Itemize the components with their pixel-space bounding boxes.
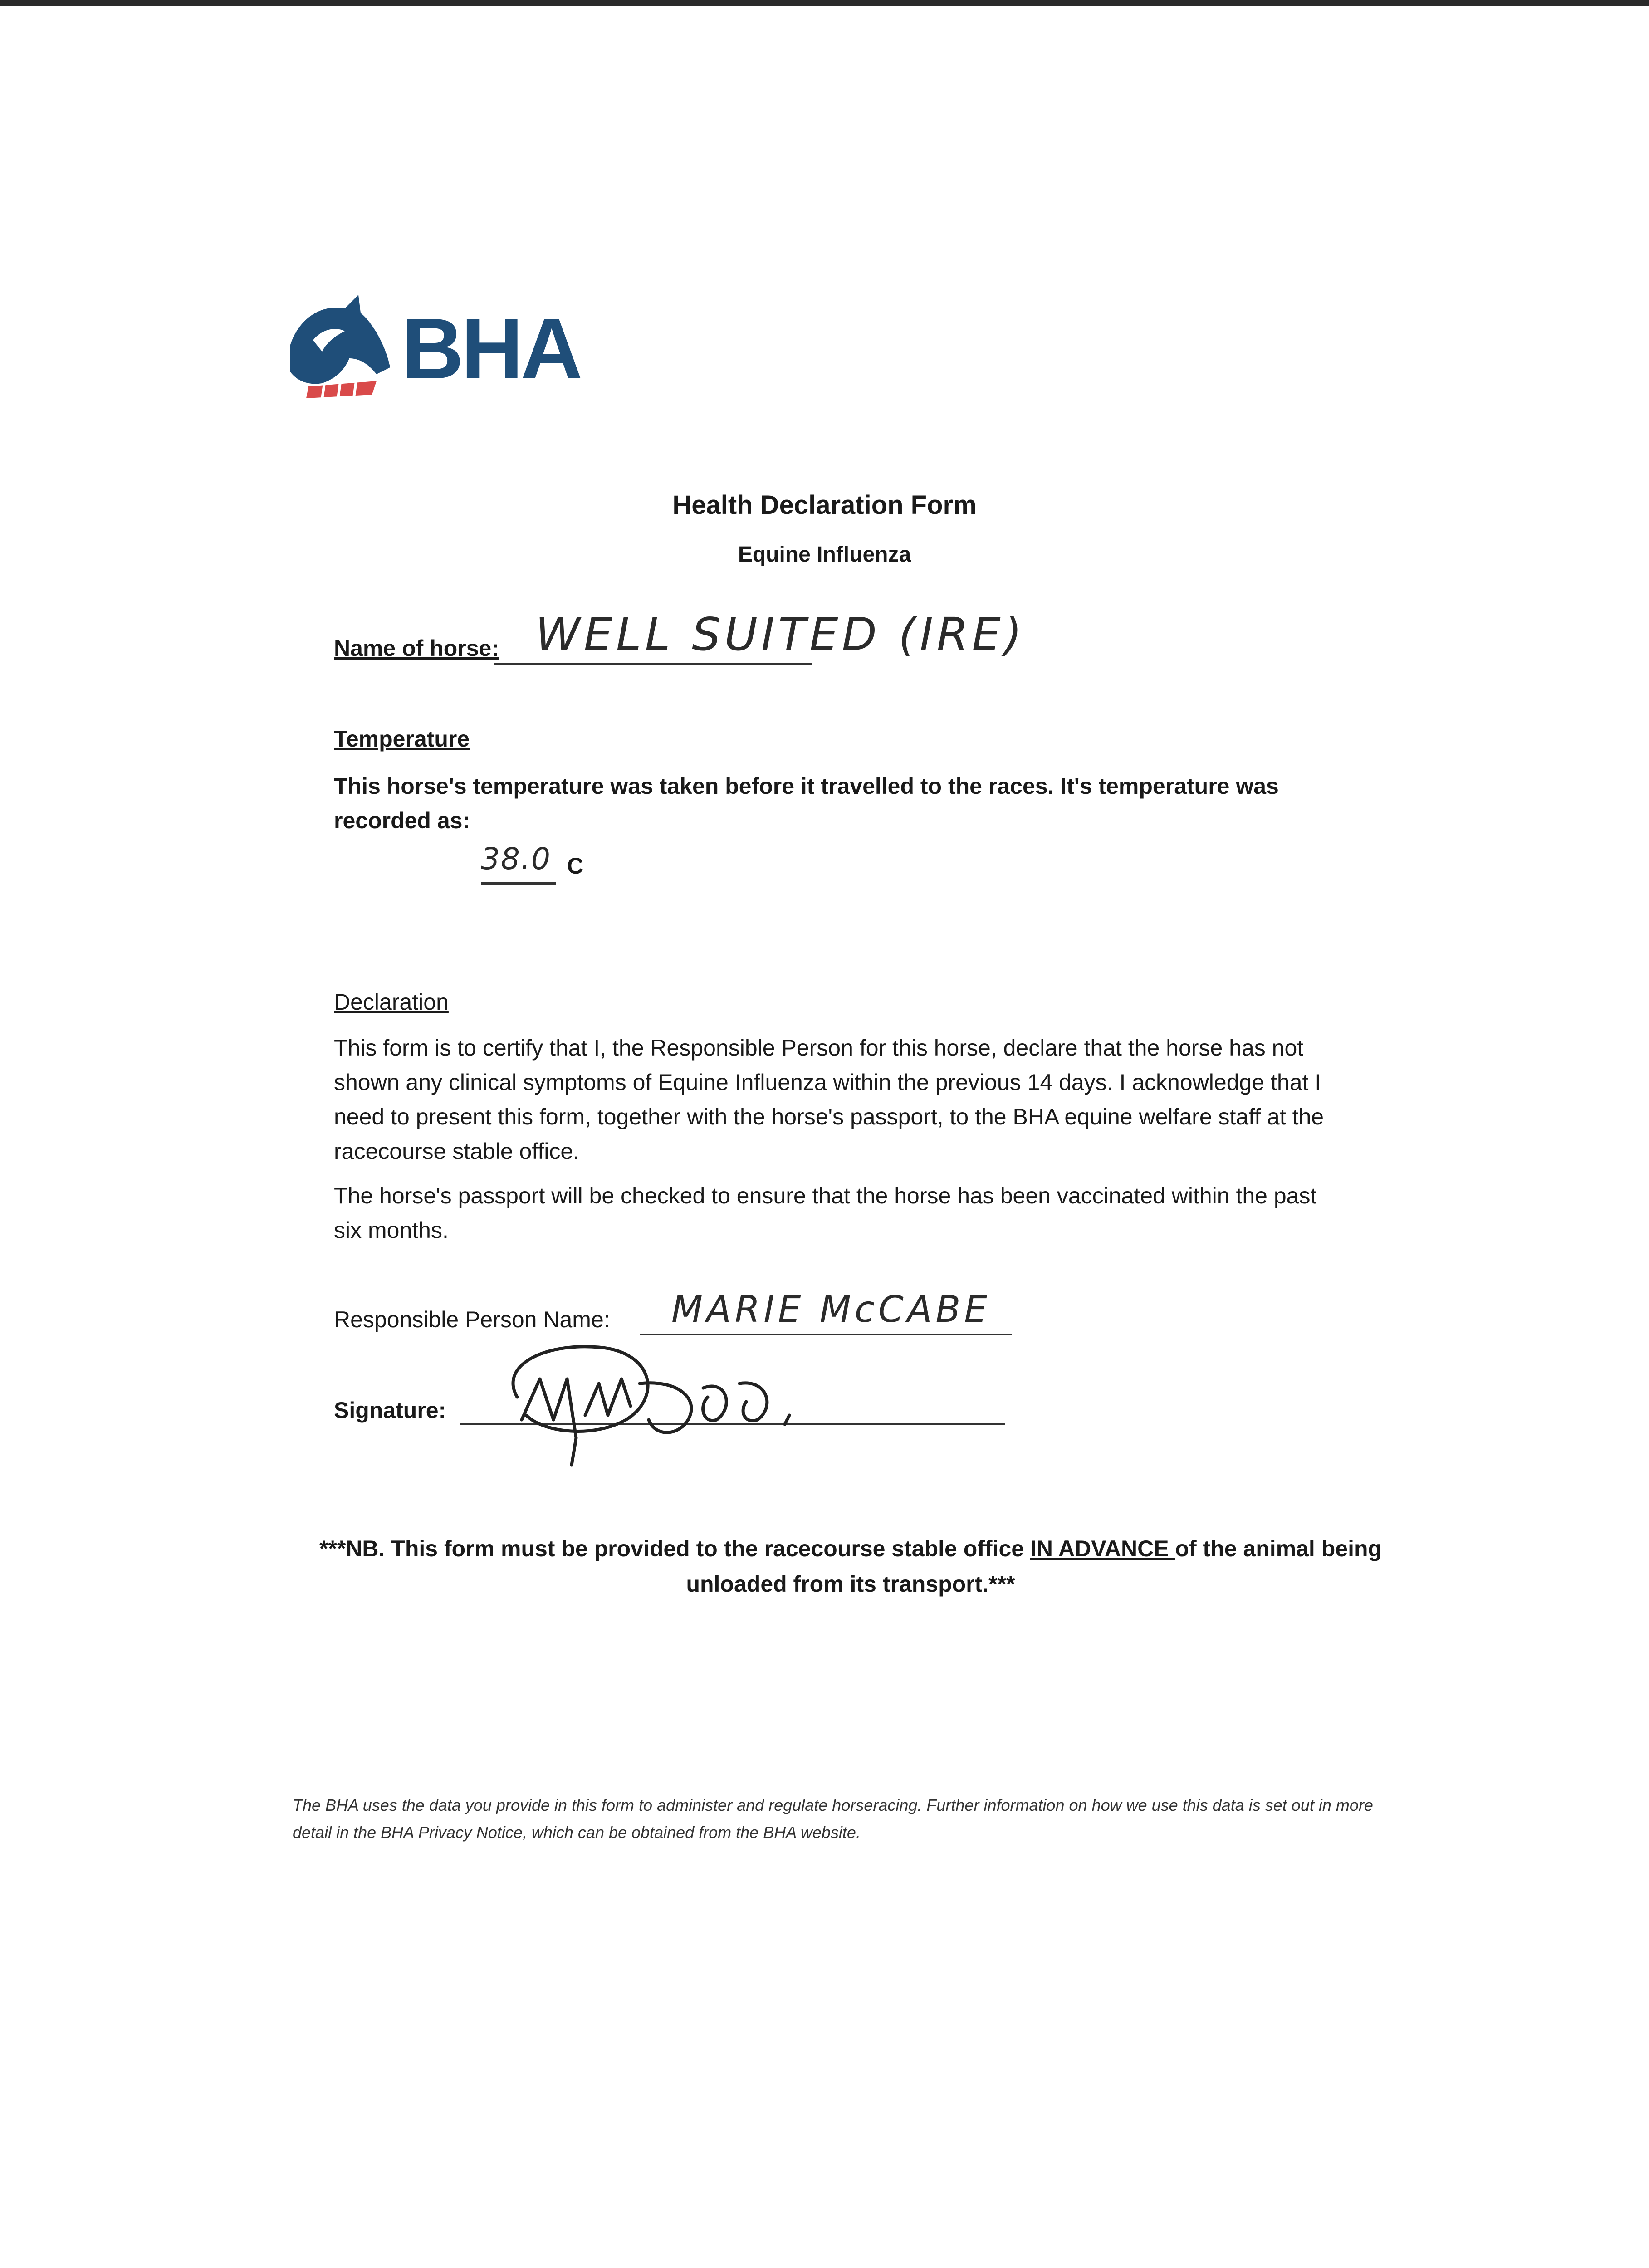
- nb-notice: [318, 1531, 1384, 1602]
- temperature-text: This horse's temperature was taken before it travelled to the races. It's temperature was recorded as:: [334, 773, 1279, 833]
- horse-name-value: WELL SUITED (IRE): [535, 608, 1026, 661]
- temperature-unit: C: [567, 853, 584, 879]
- responsible-person-label: Responsible Person Name:: [334, 1307, 610, 1332]
- horse-name-line: [494, 663, 812, 665]
- temperature-value: 38.0: [481, 841, 551, 876]
- declaration-paragraph-1: This form is to certify that I, the Responsible Person for this horse, declare that the horse has not shown any clinical symptoms of Equine Influenza within the previous 14 days. I acknowledge that I need to present this form, together with the horse's passport, to the BHA equine welfare staff at the racecourse stable office.: [334, 1035, 1324, 1164]
- temperature-heading: Temperature: [334, 726, 470, 752]
- privacy-notice: The BHA uses the data you provide in this form to administer and regulate horseracing. Further information on how we use this data is set out in more detail in the BHA Privacy Notice, which can be obtained from the BHA website.: [293, 1796, 1373, 1842]
- logo-text: BHA: [401, 301, 580, 397]
- horse-name-label: Name of horse:: [334, 635, 499, 661]
- declaration-paragraph-2: The horse's passport will be checked to ensure that the horse has been vaccinated within the past six months.: [334, 1183, 1317, 1243]
- nb-text-before: ***NB. This form must be provided to the racecourse stable office: [319, 1536, 1030, 1561]
- nb-text-after: of the animal being unloaded from its transport.***: [686, 1536, 1382, 1597]
- nb-in-advance: IN ADVANCE: [1030, 1536, 1175, 1561]
- scan-top-edge: [0, 0, 1649, 6]
- signature-scribble-icon: [490, 1329, 853, 1474]
- signature-label: Signature:: [334, 1398, 446, 1423]
- form-subtitle: Equine Influenza: [738, 543, 911, 567]
- temperature-line: [481, 882, 556, 885]
- form-title: Health Declaration Form: [672, 490, 977, 520]
- declaration-heading: Declaration: [334, 989, 449, 1015]
- responsible-person-value: MARIE McCABE: [671, 1288, 991, 1330]
